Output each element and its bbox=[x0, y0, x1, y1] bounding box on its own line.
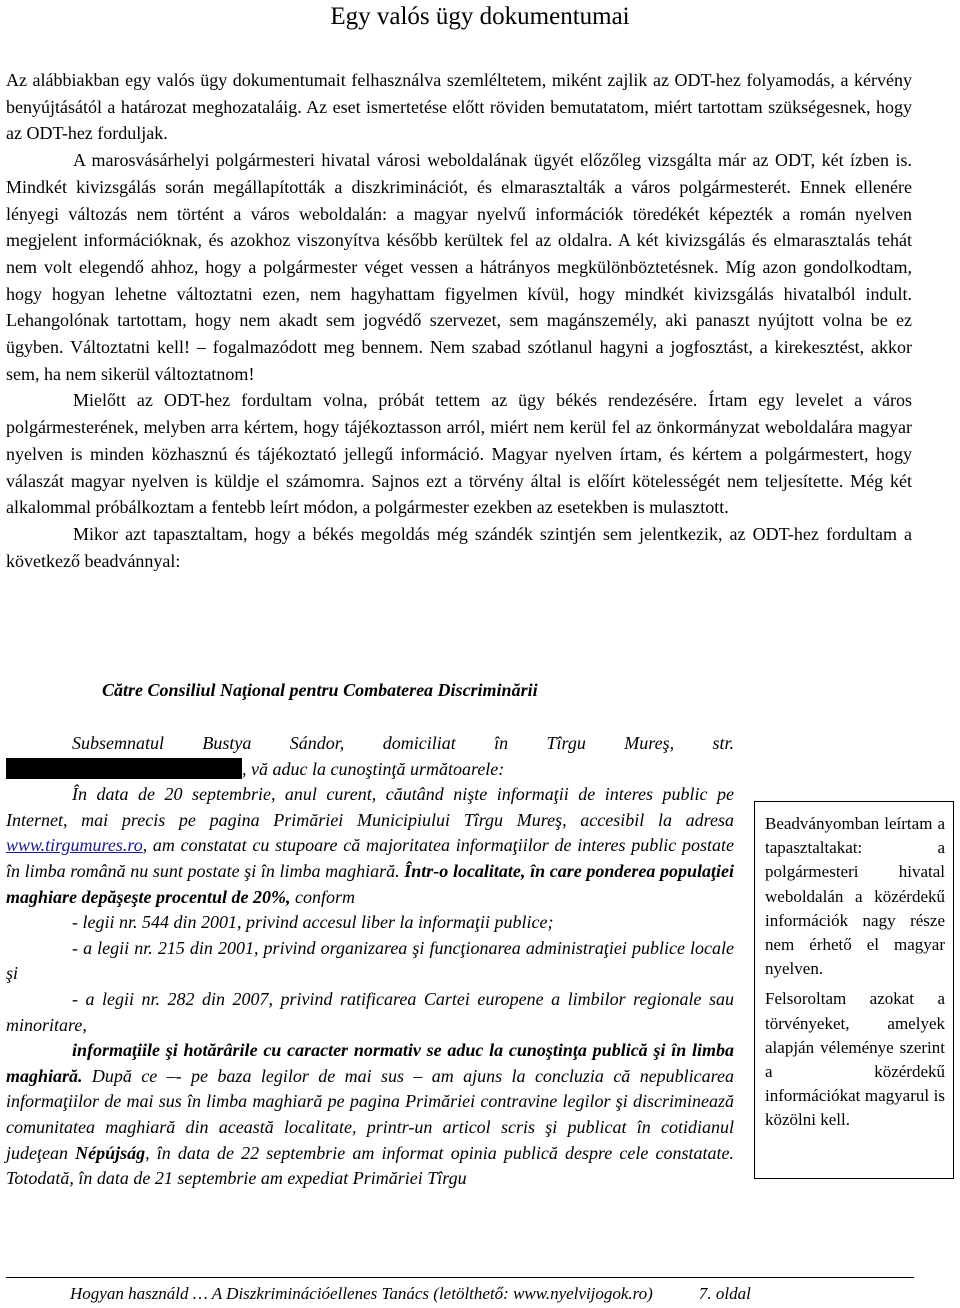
page-number: 7. oldal bbox=[698, 1284, 751, 1303]
page-footer bbox=[70, 1284, 751, 1304]
intro-paragraph-2: Mielőtt az ODT-hez fordultam volna, próbát tettem az ügy békés rendezésére. Írtam egy levelet a város polgármesterének, melyben arra kértem, hogy tájékoztasson arról, miért nem kerül fel az önkormányzat weboldalára magyar nyelven is minden közhasznú és tájékoztató jellegű információ. Magyar nyelven írtam, és kértem a polgármestert, hogy válaszát magyar nyelven is küldje el számomra. Sajnos ezt a törvény által is előírt kötelességét nem teljesítette. Még két alkalommal próbálkoztam a fentebb leírt módon, a polgármester ezekben az esetekben is mulasztott. bbox=[6, 390, 912, 518]
letter-p2-bold: informaţiile şi hotărârile cu caracter normativ se aduc la cunoştinţa publică şi în limba maghiară. bbox=[6, 1040, 734, 1086]
letter-p1-end: conform bbox=[290, 886, 355, 907]
letter-p1-bold: Într-o localitate, în care ponderea populaţiei maghiare depăşeşte procentul de 20%, bbox=[6, 860, 734, 907]
intro-paragraph-3: Mikor azt tapasztaltam, hogy a békés megoldás még szándék szintjén sem jelentkezik, az ODT-hez fordultam a következő beadvánnyal: bbox=[6, 523, 912, 571]
law-item-2: - a legii nr. 215 din 2001, privind organizarea şi funcţionarea administraţiei publice locale şi bbox=[6, 937, 734, 984]
letter-addressee: Către Consiliul Naţional pentru Combaterea Discriminării bbox=[102, 680, 538, 700]
intro-text bbox=[6, 67, 912, 574]
letter-paragraph-1 bbox=[6, 782, 734, 910]
intro-paragraph-1a: Az alábbiakban egy valós ügy dokumentumait felhasználva szemléltetem, miként zajlik az ODT-hez folyamodás, a kérvény benyújtásától a határozat meghozataláig. Az eset ismertetése előtt röviden bemutatatom, miért tartottam szükségesnek, hogy az ODT-hez forduljak. bbox=[6, 70, 912, 144]
letter-p2-end: , în data de 22 septembrie am informat opinia publică despre cele constatate. Totodată, în data de 21 septembrie am expediat Primăriei Tîrgu bbox=[6, 1142, 735, 1189]
letter-p1-cont: , am constatat cu stupoare că majoritatea informaţiilor de interes public postate în limba română nu sunt postate şi în limba maghiară. bbox=[6, 835, 734, 881]
page-title: Egy valós ügy dokumentumai bbox=[330, 3, 630, 30]
law-item-3: - a legii nr. 282 din 2007, privind ratificarea Cartei europene a limbilor regionale sau minoritare, bbox=[6, 988, 734, 1035]
letter-opening-text: Subsemnatul Bustya Sándor, domiciliat în Tîrgu Mureş, str. bbox=[72, 733, 734, 753]
footer-text: Hogyan használd … A Diszkriminációellenes Tanács (letölthető: www.nyelvijogok.ro) bbox=[70, 1284, 653, 1303]
law-item-1: - legii nr. 544 din 2001, privind accesul liber la informaţii publice; bbox=[72, 912, 554, 933]
letter-paragraph-2 bbox=[6, 1038, 734, 1192]
letter-p2-text: După ce –- pe baza legilor de mai sus – am ajuns la concluzia că nepublicarea informaţiilor de mai sus în limba maghiară pe pagina Primăriei contravine legilor şi discriminează comunitatea maghiară din această localitate, printr-un articol scris şi publicat în cotidianul judeţean bbox=[6, 1065, 734, 1163]
letter-opening bbox=[6, 731, 734, 782]
letter-body bbox=[6, 731, 734, 1192]
newspaper-name: Népújság bbox=[75, 1142, 146, 1163]
letter-p1-text: În data de 20 septembrie, anul curent, căutând nişte informaţii de interes public pe Internet, mai precis pe pagina Primăriei Municipiului Tîrgu Mureş, accesibil la adresa bbox=[6, 784, 734, 830]
sidebar-note-paragraph-1: Beadványomban leírtam a tapasztaltakat: a polgármesteri hivatal weboldalán a közérdekű információk nagy része nem érhető el magyar nyelven. bbox=[765, 814, 945, 979]
sidebar-note-paragraph-2: Felsoroltam azokat a törvényeket, amelyek alapján véleménye szerint a közérdekű információkat magyarul is közölni kell. bbox=[765, 989, 945, 1130]
website-link[interactable]: www.tirgumures.ro bbox=[6, 835, 143, 856]
letter-opening-cont: , vă aduc la cunoştinţă următoarele: bbox=[242, 758, 505, 779]
redacted-address-block bbox=[6, 758, 242, 779]
footer-divider bbox=[6, 1277, 914, 1278]
sidebar-note-box bbox=[754, 801, 954, 1179]
intro-paragraph-1b: A marosvásárhelyi polgármesteri hivatal városi weboldalának ügyét előzőleg vizsgálta már az ODT, két ízben is. Mindkét kivizsgálás során megállapították a diszkriminációt, és elmarasztalták a város polgármesterét. Ennek ellenére lényegi változás nem történt a város weboldalán: a magyar nyelvű információk töredékét képezték a román nyelven megjelent információknak, és azokhoz viszonyítva később kerültek fel az oldalra. A két kivizsgálás és elmarasztalás tehát nem volt elegendő ahhoz, hogy a polgármester véget vessen a hátrányos megkülönböztetésnek. Míg azon gondolkodtam, hogy hogyan lehetne változtatni ezen, nem hagyhattam figyelmen kívül, hogy mindkét kivizsgálás hivatalból indult. Lehangolónak tartottam, hogy nem akadt sem jogvédő szervezet, sem magánszemély, aki panaszt nyújtott volna be ez ügyben. Változtatni kell! – fogalmazódott meg bennem. Nem szabad szótlanul hagyni a jogfosztást, a kirekesztést, akkor sem, ha nem sikerül változtatnom! bbox=[6, 150, 912, 384]
